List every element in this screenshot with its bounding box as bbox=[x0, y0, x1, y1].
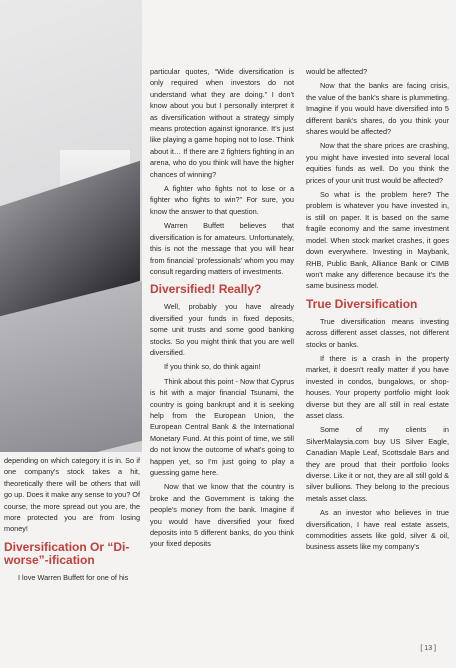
paragraph: So what is the problem here? The problem is whatever you have invested in, is still on paper. It is based on the same fragile economy and the same investment model. When stock market crashes, it goes down everywhere. Investing in Maybank, RHB, Public Bank, Alliance Bank or CIMB won't make any difference because it's the same business model. bbox=[306, 190, 449, 291]
paragraph: A fighter who fights not to lose or a fighter who fights to win?” For sure, you know the answer to that question. bbox=[150, 184, 294, 216]
paragraph: As an investor who believes in true diversification, I have real estate assets, commodities assets like gold, silver & oil, business assets like my company's bbox=[306, 508, 449, 552]
paragraph: Think about this point - Now that Cyprus is hit with a major financial Tsunami, the country is going bankrupt and it is seeking help from the European Union, the European Central Bank & the International Monetary Fund. At this point of time, we still do not know the outcome of what's going to happen yet, so I'm just going to play a guessing game here. bbox=[150, 376, 294, 477]
column-3 bbox=[306, 66, 449, 556]
paragraph: depending on which category it is in. So if one company's stock takes a hit, theoretically there will be others that will go up. Does it make any sense to you? Of course, the more spread out you are, the more protected you are from losing money! bbox=[4, 456, 140, 534]
section-heading: True Diversification bbox=[306, 296, 418, 311]
cover-photo bbox=[0, 0, 142, 452]
paragraph: particular quotes, “Wide diversification is only required when investors do not understand what they are doing.” I don't know about you but I personally interpret it as diversification without a strategy simply means protection against ignorance. It's just like playing a game hoping not to lose. Think about it… If there are 2 fighters fighting in an arena, who do you think will have the higher chances of winning? bbox=[150, 67, 294, 179]
paragraph: If there is a crash in the property market, it doesn't really matter if you have invested in condos, bungalows, or shop-houses. Your property portfolio might look diverse but they are all still in real estate asset class. bbox=[306, 353, 449, 420]
paragraph: True diversification means investing across different asset classes, not different stocks or banks. bbox=[306, 316, 449, 349]
section-heading: Diversified! Really? bbox=[150, 282, 262, 297]
paragraph: Warren Buffett believes that diversification is for amateurs. Unfortunately, this is not the message that you will hear from financial ‘professionals’ whom you may consult regarding matters of investments. bbox=[150, 221, 294, 276]
column-1 bbox=[4, 455, 140, 586]
section-heading: Diversification Or “Di-worse”-ification bbox=[4, 539, 130, 567]
column-2 bbox=[150, 66, 294, 553]
paragraph: Some of my clients in SilverMalaysia.com buy US Silver Eagle, Canadian Maple Leaf, Scottsdale Bars and they are proud that their portfolio looks diverse. Like it or not, they are all still gold & silver bullions. They belong to the precious metals asset class. bbox=[306, 425, 449, 503]
paragraph: would be affected? bbox=[306, 67, 368, 76]
paragraph: Now that the share prices are crashing, you might have invested into several local equities funds as well. Do you think the prices of your unit trust would be affected? bbox=[306, 141, 449, 185]
page-number: [ 13 ] bbox=[420, 645, 436, 652]
paragraph: Now that we know that the country is broke and the Government is taking the people's money from the bank. Imagine if you would have diversified your fixed deposits into 5 different banks, do you think your fixed deposits bbox=[150, 482, 294, 549]
paragraph: Now that the banks are facing crisis, the value of the bank's share is plummeting. Imagine if you would have diversified into 5 different bank's shares, do you think your shares would be affected? bbox=[306, 81, 449, 137]
paragraph: I love Warren Buffett for one of his bbox=[18, 572, 129, 582]
paragraph: If you think so, do think again! bbox=[164, 362, 261, 372]
paragraph: Well, probably you have already diversified your funds in fixed deposits, some unit trusts and some good banking stocks. So you might think that you are well diversified. bbox=[150, 302, 294, 357]
